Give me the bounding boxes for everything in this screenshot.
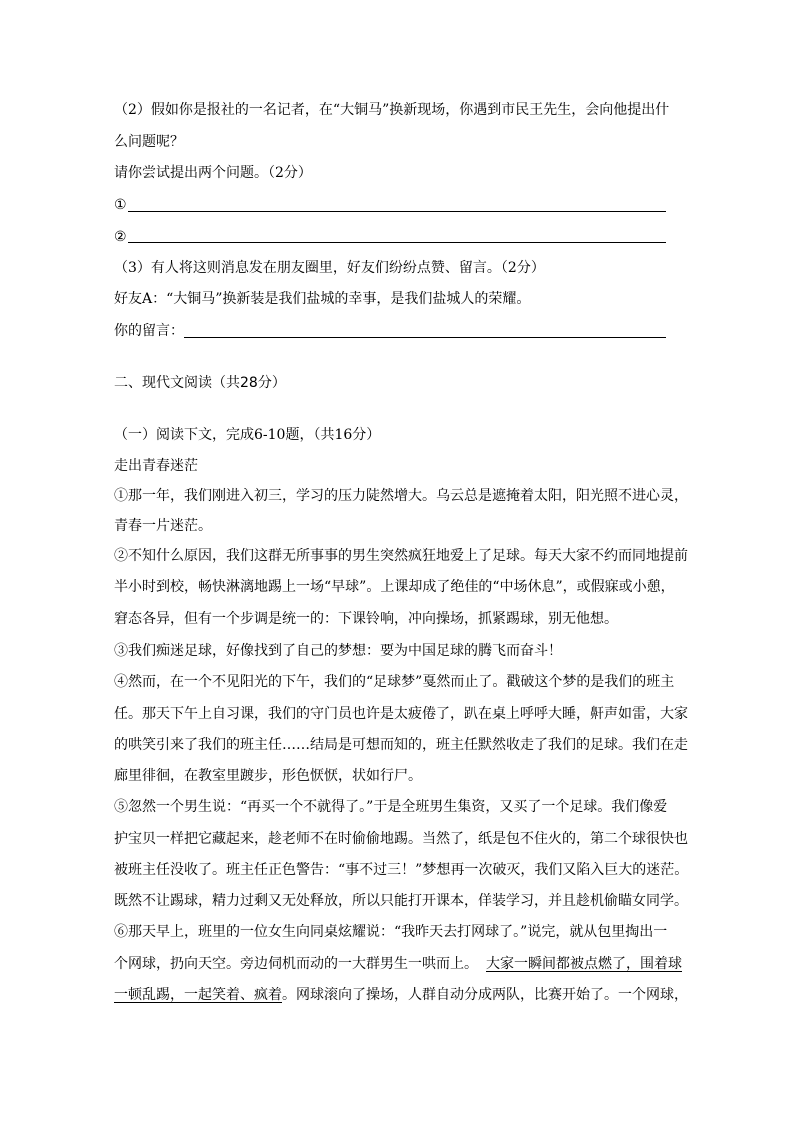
article-line: 青春一片迷茫。 bbox=[114, 518, 212, 534]
article-line: 既然不让踢球，精力过剩又无处释放，所以只能打开课本，佯装学习，并且趁机偷瞄女同学。 bbox=[114, 893, 688, 909]
underlined-sentence-part-1: 大家一瞬间都被点燃了，围着球 bbox=[486, 956, 682, 972]
article-line: ⑤忽然一个男生说：“再买一个不就得了。”于是全班男生集资，又买了一个足球。我们像爱 bbox=[114, 799, 668, 815]
article-line: 廊里徘徊，在教室里踱步，形色恹恹，状如行尸。 bbox=[114, 768, 422, 784]
article-line: 个网球，扔向天空。旁边伺机而动的一大群男生一哄而上。 bbox=[114, 956, 478, 972]
article-line: ③我们痴迷足球，好像找到了自己的梦想：要为中国足球的腾飞而奋斗！ bbox=[114, 643, 562, 659]
q2-line-2: 么问题呢？ bbox=[114, 134, 184, 150]
article-line: ①那一年，我们刚进入初三，学习的压力陡然增大。乌云总是遮掩着太阳，阳光照不进心灵， bbox=[114, 488, 688, 504]
article-line: 窘态各异，但有一个步调是统一的：下课铃响，冲向操场，抓紧踢球，别无他想。 bbox=[114, 611, 618, 627]
article-line-last bbox=[114, 985, 688, 1005]
answer-blank-1[interactable] bbox=[128, 211, 666, 212]
article-line: ④然而，在一个不见阳光的下午，我们的“足球梦”戛然而止了。戳破这个梦的是我们的班主 bbox=[114, 674, 675, 690]
article-line: 被班主任没收了。班主任正色警告：“事不过三！”梦想再一次破灭，我们又陷入巨大的迷茫。 bbox=[114, 862, 689, 878]
answer-blank-2[interactable] bbox=[128, 242, 666, 243]
answer-blank-1-marker: ① bbox=[114, 197, 127, 213]
article-line: 半小时到校，畅快淋漓地踢上一场“早球”。上课却成了绝佳的“中场休息”，或假寐或小憩， bbox=[114, 579, 675, 595]
article-line-tail: 。网球滚向了操场，人群自动分成两队，比赛开始了。一个网球， bbox=[282, 987, 688, 1003]
article-line: 护宝贝一样把它藏起来，趁老师不在时偷偷地踢。当然了，纸是包不住火的，第二个球很快也 bbox=[114, 831, 688, 847]
q2-line-1: （2）假如你是报社的一名记者，在“大铜马”换新现场，你遇到市民王先生，会向他提出什 bbox=[114, 102, 670, 118]
your-comment-label: 你的留言： bbox=[114, 323, 184, 339]
section-2-heading: 二、现代文阅读（共28分） bbox=[114, 375, 286, 391]
article-line: ⑥那天早上，班里的一位女生向同桌炫耀说：“我昨天去打网球了。”说完，就从包里掏出一 bbox=[114, 924, 668, 940]
article-title: 走出青春迷茫 bbox=[114, 458, 198, 474]
article-line: 的哄笑引来了我们的班主任……结局是可想而知的，班主任默然收走了我们的足球。我们在走 bbox=[114, 737, 688, 753]
your-comment-blank[interactable] bbox=[184, 337, 666, 338]
q3-line-1: （3）有人将这则消息发在朋友圈里，好友们纷纷点赞、留言。（2分） bbox=[114, 260, 545, 276]
q3-friend-a-comment: 好友A：“大铜马”换新装是我们盐城的幸事，是我们盐城人的荣耀。 bbox=[114, 291, 531, 307]
article-line: ②不知什么原因，我们这群无所事事的男生突然疯狂地爱上了足球。每天大家不约而同地提前 bbox=[114, 548, 688, 564]
answer-blank-2-marker: ② bbox=[114, 229, 127, 245]
q2-instruction: 请你尝试提出两个问题。（2分） bbox=[114, 165, 312, 181]
part-1-heading: （一）阅读下文，完成6-10题，（共16分） bbox=[114, 427, 381, 443]
article-line: 任。那天下午上自习课，我们的守门员也许是太疲倦了，趴在桌上呼呼大睡，鼾声如雷，大家 bbox=[114, 706, 688, 722]
underlined-sentence-part-2: 一顿乱踢，一起笑着、疯着 bbox=[114, 987, 282, 1003]
